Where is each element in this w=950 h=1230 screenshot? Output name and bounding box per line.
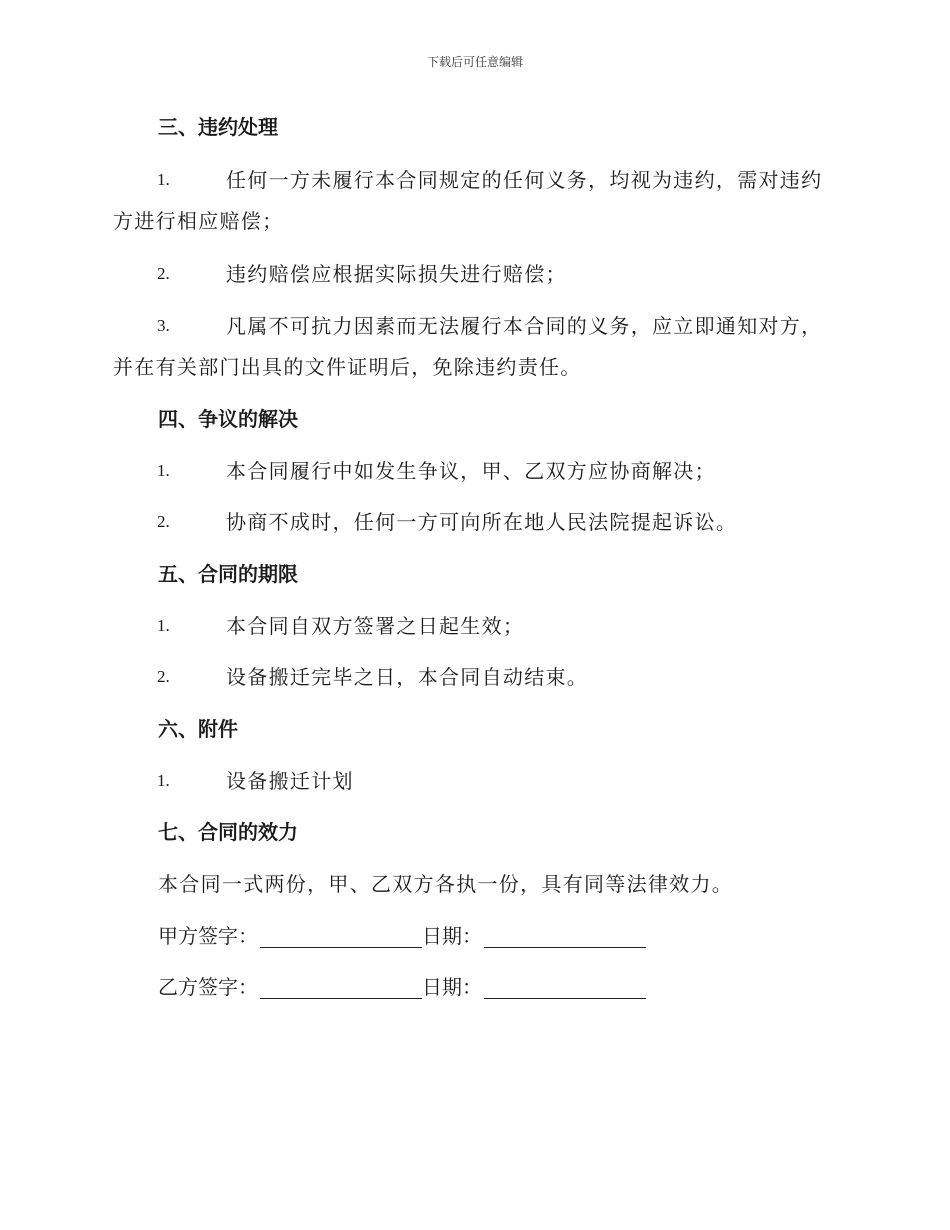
party-a-date-blank[interactable] (484, 927, 646, 948)
party-a-signature-blank[interactable] (260, 927, 422, 948)
section-heading: 三、违约处理 (158, 115, 278, 139)
party-a-date-label: 日期： (422, 924, 482, 948)
item-number: 1. (157, 170, 170, 189)
section-heading: 四、争议的解决 (158, 407, 298, 431)
section-heading: 七、合同的效力 (158, 820, 298, 844)
party-b-signature-blank[interactable] (260, 978, 422, 999)
item-number: 3. (157, 316, 170, 335)
item-text: 任何一方未履行本合同规定的任何义务，均视为违约，需对违约 (226, 168, 823, 192)
item-text: 协商不成时，任何一方可向所在地人民法院提起诉讼。 (226, 510, 738, 534)
party-b-signature-label: 乙方签字： (158, 975, 258, 999)
item-text: 本合同履行中如发生争议，甲、乙双方应协商解决； (226, 459, 716, 483)
effect-paragraph: 本合同一式两份，甲、乙双方各执一份，具有同等法律效力。 (158, 872, 734, 896)
party-b-date-blank[interactable] (484, 978, 646, 999)
party-b-date-label: 日期： (422, 975, 482, 999)
item-text: 违约赔偿应根据实际损失进行赔偿； (226, 262, 567, 286)
item-number: 2. (157, 667, 170, 686)
section-heading: 六、附件 (158, 717, 238, 741)
item-number: 1. (157, 771, 170, 790)
item-text-continuation: 方进行相应赔偿； (113, 209, 284, 233)
party-a-signature-label: 甲方签字： (158, 924, 258, 948)
item-number: 1. (157, 616, 170, 635)
item-text: 本合同自双方签署之日起生效； (226, 614, 525, 638)
signature-row-party-b (158, 975, 646, 999)
signature-row-party-a (158, 924, 646, 948)
item-text-continuation: 并在有关部门出具的文件证明后，免除违约责任。 (113, 355, 582, 379)
item-text: 设备搬迁计划 (226, 769, 354, 793)
item-number: 1. (157, 461, 170, 480)
item-text: 凡属不可抗力因素而无法履行本合同的义务，应立即通知对方， (226, 314, 823, 338)
page-header-note: 下载后可任意编辑 (426, 55, 523, 69)
item-number: 2. (157, 512, 170, 531)
section-heading: 五、合同的期限 (158, 562, 298, 586)
item-text: 设备搬迁完毕之日，本合同自动结束。 (226, 665, 589, 689)
item-number: 2. (157, 264, 170, 283)
